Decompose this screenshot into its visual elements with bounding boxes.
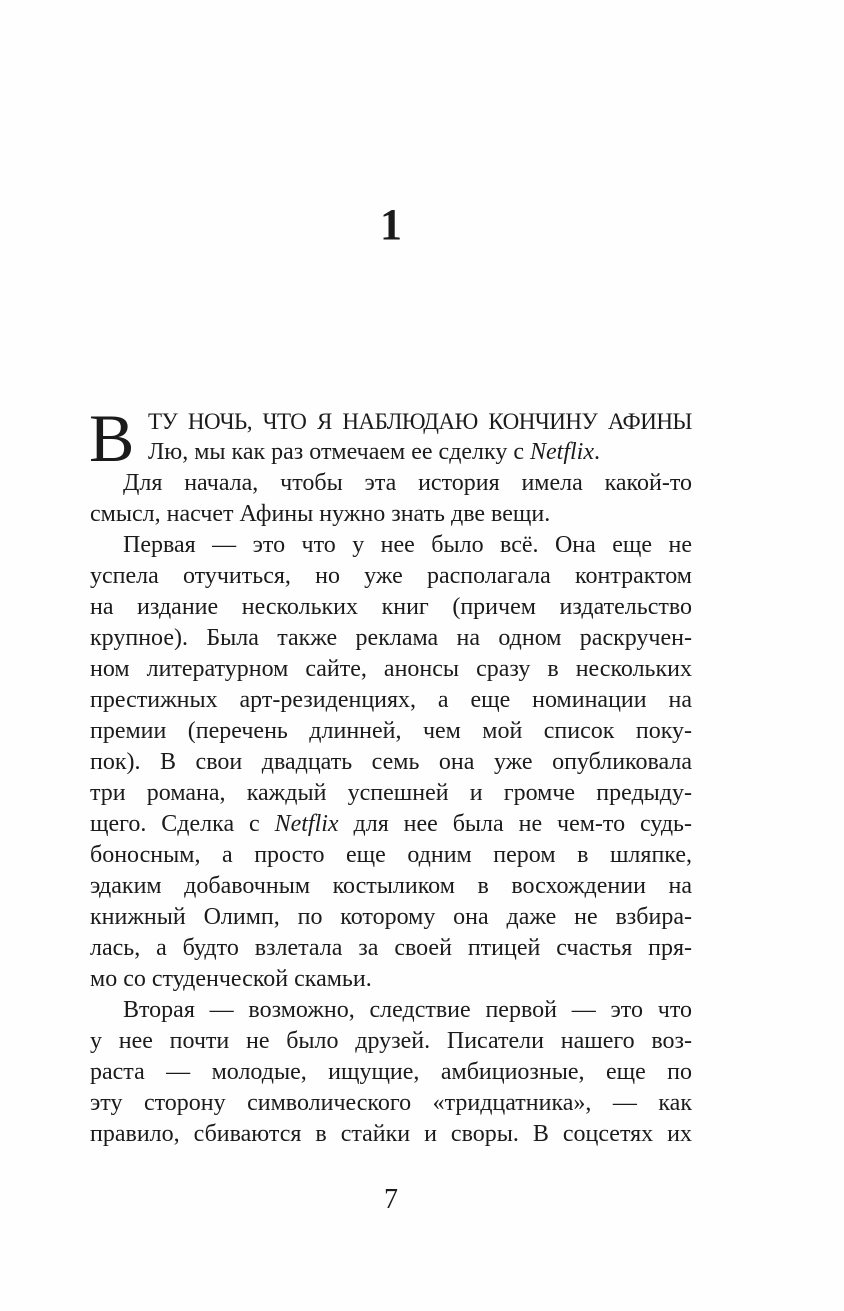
text-block (89, 400, 692, 1150)
text-line (90, 964, 692, 995)
text-segment: щего. Сделка с (90, 811, 275, 837)
text-line (90, 654, 692, 685)
text-line (90, 871, 692, 902)
text-segment: крупное). Была также реклама на одном раскручен- (90, 625, 692, 651)
page-number: 7 (384, 1184, 398, 1215)
text-segment: Первая — это что у нее было всё. Она еще не (123, 532, 692, 558)
text-segment: мо со студенческой скамьи. (90, 966, 372, 992)
text-line (90, 716, 692, 747)
italic-text: Netflix (530, 439, 594, 465)
text-segment: успела отучиться, но уже располагала контрактом (90, 563, 692, 589)
text-line (90, 778, 692, 809)
text-line (90, 1088, 692, 1119)
text-segment: пок). В свои двадцать семь она уже опубликовала (90, 749, 692, 775)
text-segment: боносным, а просто еще одним пером в шляпке, (90, 842, 692, 868)
text-segment: престижных арт-резиденциях, а еще номинации на (90, 687, 692, 713)
text-segment: . (594, 439, 600, 465)
text-line (90, 592, 692, 623)
text-segment: лась, а будто взлетала за своей птицей счастья пря- (90, 935, 692, 961)
chapter-number: 1 (380, 200, 402, 249)
text-line (90, 561, 692, 592)
text-segment: раста — молодые, ищущие, амбициозные, еще по (90, 1059, 692, 1085)
text-segment: правило, сбиваются в стайки и своры. В соцсетях их (90, 1121, 692, 1147)
text-line (90, 933, 692, 964)
text-line (90, 1119, 692, 1150)
text-line (90, 995, 692, 1026)
text-line (90, 1026, 692, 1057)
text-segment: ном литературном сайте, анонсы сразу в нескольких (90, 656, 692, 682)
text-segment: Лю, мы как раз отмечаем ее сделку с (148, 439, 531, 465)
text-line (90, 406, 692, 437)
italic-text: Netflix (274, 811, 339, 837)
text-line (90, 623, 692, 654)
text-line (90, 809, 692, 840)
text-line (90, 685, 692, 716)
text-segment: Вторая — возможно, следствие первой — это что (123, 997, 692, 1023)
text-line (90, 437, 692, 468)
text-line (90, 902, 692, 933)
text-segment: ТУ НОЧЬ, ЧТО Я НАБЛЮДАЮ КОНЧИНУ АФИНЫ (148, 409, 692, 434)
text-segment: Для начала, чтобы эта история имела какой-то (123, 470, 692, 496)
text-segment: у нее почти не было друзей. Писатели нашего воз- (90, 1028, 692, 1054)
text-line (90, 530, 692, 561)
text-line (90, 499, 692, 530)
text-segment: эту сторону символического «тридцатника», — как (90, 1090, 692, 1116)
text-segment: эдаким добавочным костыликом в восхождении на (90, 873, 692, 899)
drop-cap: В (89, 400, 135, 476)
text-segment: три романа, каждый успешней и громче предыду- (90, 780, 692, 806)
text-line (90, 1057, 692, 1088)
text-segment: смысл, насчет Афины нужно знать две вещи. (90, 501, 551, 527)
text-line (90, 840, 692, 871)
text-line (90, 747, 692, 778)
text-segment: книжный Олимп, по которому она даже не взбира- (90, 904, 692, 930)
text-line (90, 468, 692, 499)
text-segment: для нее была не чем-то судь- (338, 811, 692, 837)
text-segment: на издание нескольких книг (причем издательство (90, 594, 692, 620)
text-segment: премии (перечень длинней, чем мой список поку- (90, 718, 692, 744)
